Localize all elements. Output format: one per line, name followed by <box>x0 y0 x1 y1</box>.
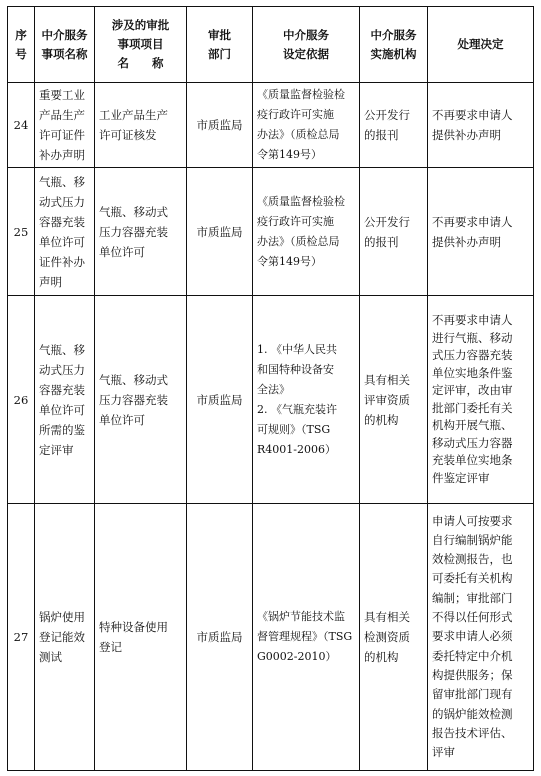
row-approval-item: 气瓶、移动式 压力容器充装 单位许可 <box>95 296 187 504</box>
row-approval-item: 特种设备使用 登记 <box>95 504 187 771</box>
intermediary-services-table <box>7 6 534 771</box>
row-basis: 《质量监督检验检 疫行政许可实施 办法》（质检总局 令第149号） <box>253 83 360 168</box>
table-row <box>8 296 534 504</box>
header-service-name: 中介服务 事项名称 <box>35 7 95 83</box>
header-agency: 中介服务 实施机构 <box>360 7 428 83</box>
row-decision: 申请人可按要求 自行编制锅炉能 效检测报告，也 可委托有关机构 编制；审批部门 不得以任何形式 要求申请人必须 委托特定中介机 构提供服务；保 留审批部门现有 的锅炉能效检测 报告技术评估、 评审 <box>428 504 534 771</box>
row-service-name: 锅炉使用 登记能效 测试 <box>35 504 95 771</box>
row-agency: 具有相关 检测资质 的机构 <box>360 504 428 771</box>
row-seq: 27 <box>8 504 35 771</box>
row-service-name: 重要工业 产品生产 许可证件 补办声明 <box>35 83 95 168</box>
row-basis: 《锅炉节能技术监 督管理规程》（TSG G0002-2010） <box>253 504 360 771</box>
row-decision: 不再要求申请人 提供补办声明 <box>428 168 534 296</box>
row-agency: 具有相关 评审资质 的机构 <box>360 296 428 504</box>
row-decision: 不再要求申请人 进行气瓶、移动 式压力容器充装 单位实地条件鉴 定评审，改由审 批部门委托有关 机构开展气瓶、 移动式压力容器 充装单位实地条 件鉴定评审 <box>428 296 534 504</box>
header-decision: 处理决定 <box>428 7 534 83</box>
row-agency: 公开发行 的报刊 <box>360 83 428 168</box>
header-row <box>8 7 534 83</box>
row-basis: 1. 《中华人民共 和国特种设备安 全法》 2. 《气瓶充装许 可规则》（TSG R4001-2006） <box>253 296 360 504</box>
row-approval-item: 工业产品生产 许可证核发 <box>95 83 187 168</box>
row-seq: 24 <box>8 83 35 168</box>
row-service-name: 气瓶、移 动式压力 容器充装 单位许可 证件补办 声明 <box>35 168 95 296</box>
row-basis: 《质量监督检验检 疫行政许可实施 办法》（质检总局 令第149号） <box>253 168 360 296</box>
header-seq: 序号 <box>8 7 35 83</box>
row-department: 市质监局 <box>187 83 253 168</box>
row-department: 市质监局 <box>187 296 253 504</box>
row-seq: 25 <box>8 168 35 296</box>
header-department: 审批 部门 <box>187 7 253 83</box>
row-approval-item: 气瓶、移动式 压力容器充装 单位许可 <box>95 168 187 296</box>
header-approval-item: 涉及的审批 事项项目 名 称 <box>95 7 187 83</box>
table-row <box>8 168 534 296</box>
row-agency: 公开发行 的报刊 <box>360 168 428 296</box>
table-row <box>8 504 534 771</box>
table-row <box>8 83 534 168</box>
row-seq: 26 <box>8 296 35 504</box>
row-service-name: 气瓶、移 动式压力 容器充装 单位许可 所需的鉴 定评审 <box>35 296 95 504</box>
row-department: 市质监局 <box>187 504 253 771</box>
header-basis: 中介服务 设定依据 <box>253 7 360 83</box>
row-department: 市质监局 <box>187 168 253 296</box>
row-decision: 不再要求申请人 提供补办声明 <box>428 83 534 168</box>
